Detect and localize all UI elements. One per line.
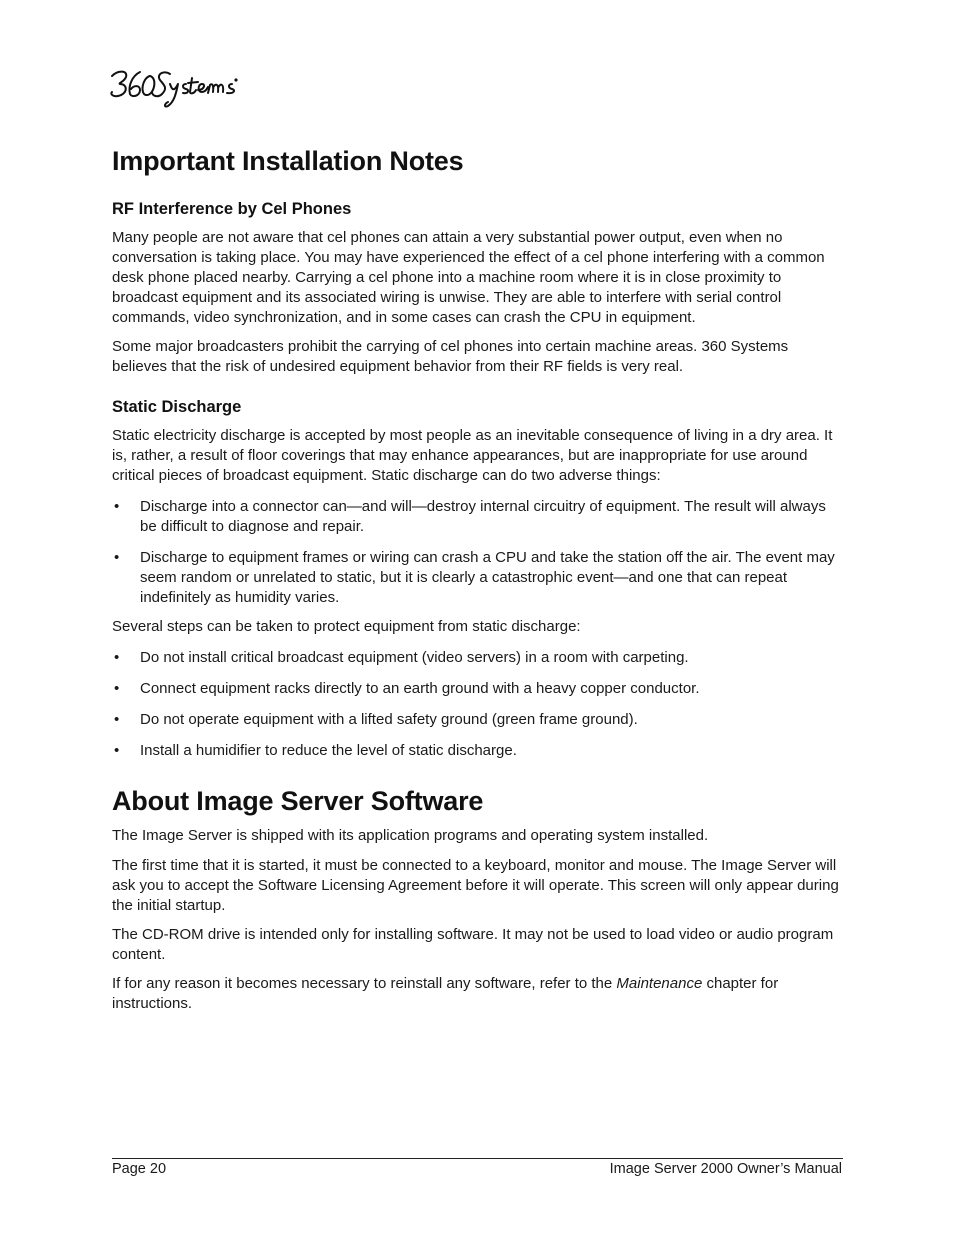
paragraph-static-2: Several steps can be taken to protect equipment from static discharge: [112,618,581,635]
chapter-reference: Maintenance [616,975,703,992]
list-item-text: Discharge into a connector can—and will—destroy internal circuitry of equipment. The result will always be difficult to diagnose and repair. [140,498,826,535]
list-item-text: Do not install critical broadcast equipment (video servers) in a room with carpeting. [140,649,689,666]
bullet-icon: • [114,742,120,759]
bullet-icon: • [114,498,120,515]
list-item-text: Connect equipment racks directly to an earth ground with a heavy copper conductor. [140,680,700,697]
paragraph-rf-1: Many people are not aware that cel phones can attain a very substantial power output, even when no conversation is taking place. You may have experienced the effect of a cel phone interfering with a common desk phone placed nearby. Carrying a cel phone into a machine room where it is in close proximity to broadcast equipment and its associated wiring is unwise. They are able to interfere with serial control commands, video synchronization, and in some cases can crash the CPU in equipment. [112,229,825,326]
section-title-software: About Image Server Software [112,786,484,816]
list-item-text: Install a humidifier to reduce the level of static discharge. [140,742,517,759]
bullet-icon: • [114,711,120,728]
paragraph-text: chapter for instructions. [112,975,779,1012]
list-item [112,648,842,668]
list-item [112,497,842,537]
page-number: Page 20 [112,1161,167,1177]
list-item-text: Do not operate equipment with a lifted safety ground (green frame ground). [140,711,638,728]
paragraph-software-1: The Image Server is shipped with its application programs and operating system installed. [112,827,709,844]
manual-title: Image Server 2000 Owner’s Manual [609,1161,842,1177]
company-logo [108,64,240,110]
list-item [112,548,842,608]
paragraph-rf-2: Some major broadcasters prohibit the carrying of cel phones into certain machine areas. 360 Systems believes that the risk of undesired equipment behavior from their RF fields is very real. [112,338,789,375]
list-item [112,710,842,730]
page-content [112,140,842,1014]
bullet-icon: • [114,649,120,666]
list-item [112,679,842,699]
bullet-icon: • [114,549,120,566]
section-title-installation: Important Installation Notes [112,146,464,176]
bullet-list-protection-steps [112,648,842,761]
paragraph-text: If for any reason it becomes necessary to reinstall any software, refer to the [112,975,617,992]
bullet-icon: • [114,680,120,697]
paragraph-static-1: Static electricity discharge is accepted by most people as an inevitable consequence of living in a dry area. It is, rather, a result of floor coverings that may enhance appearances, but are inappropriate for use around critical pieces of broadcast equipment. Static discharge can do two adverse things: [112,427,833,484]
list-item [112,741,842,761]
paragraph-software-2: The first time that it is started, it must be connected to a keyboard, monitor and mouse. The Image Server will ask you to accept the Software Licensing Agreement before it will operate. This screen will only appear during the initial startup. [112,857,839,914]
list-item-text: Discharge to equipment frames or wiring can crash a CPU and take the station off the air. The event may seem random or unrelated to static, but it is clearly a catastrophic event—and one that can repeat indefinitely as humidity varies. [140,549,835,606]
subsection-heading-static: Static Discharge [112,398,242,416]
paragraph-software-3: The CD-ROM drive is intended only for installing software. It may not be used to load video or audio program content. [112,926,834,963]
bullet-list-adverse-effects [112,497,842,608]
paragraph-software-4 [112,974,842,1014]
footer-divider [112,1158,843,1159]
subsection-heading-rf: RF Interference by Cel Phones [112,200,352,218]
